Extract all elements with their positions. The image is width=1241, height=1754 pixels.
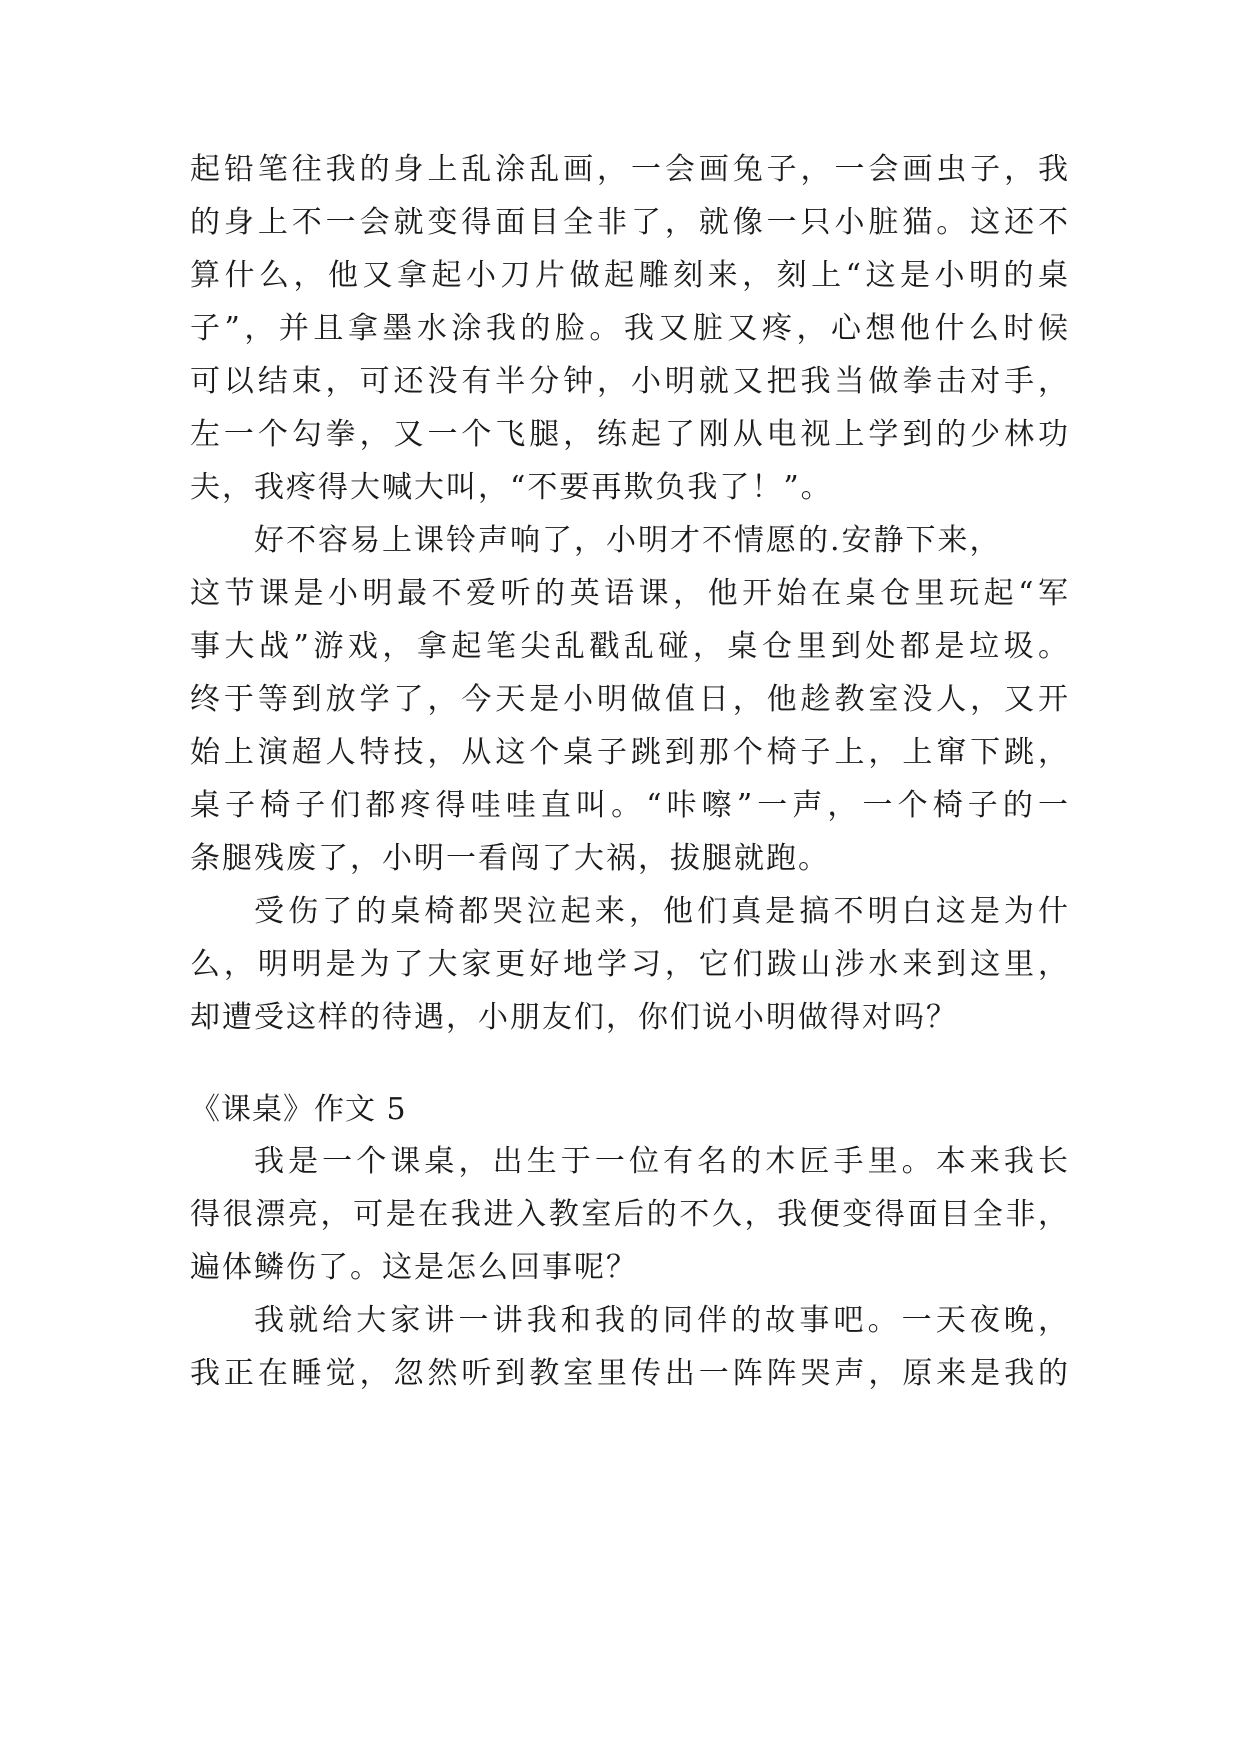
text-line: 始上演超人特技，从这个桌子跳到那个椅子上，上窜下跳，: [190, 735, 1070, 770]
text-line: 终于等到放学了，今天是小明做值日，他趁教室没人，又开: [190, 682, 1070, 717]
text-line: 起铅笔往我的身上乱涂乱画，一会画兔子，一会画虫子，我: [190, 152, 1070, 187]
text-line: 我就给大家讲一讲我和我的同伴的故事吧。一天夜晚，: [254, 1303, 1070, 1338]
text-line: 的身上不一会就变得面目全非了，就像一只小脏猫。这还不: [190, 205, 1070, 240]
text-line: 算什么，他又拿起小刀片做起雕刻来，刻上“这是小明的桌: [190, 258, 1070, 293]
text-line: 我是一个课桌，出生于一位有名的木匠手里。本来我长: [254, 1144, 1070, 1179]
text-line: 条腿残废了，小明一看闯了大祸，拔腿就跑。: [190, 841, 830, 876]
text-line: 好不容易上课铃声响了，小明才不情愿的.安静下来，: [254, 523, 1002, 558]
text-line: 么，明明是为了大家更好地学习，它们跋山涉水来到这里，: [190, 947, 1070, 982]
text-line: 却遭受这样的待遇，小朋友们，你们说小明做得对吗？: [190, 1000, 958, 1035]
text-line: 子”，并且拿墨水涂我的脸。我又脏又疼，心想他什么时候: [190, 311, 1070, 346]
text-line: 这节课是小明最不爱听的英语课，他开始在桌仓里玩起“军: [190, 576, 1070, 611]
text-line: 桌子椅子们都疼得哇哇直叫。“咔嚓”一声，一个椅子的一: [190, 788, 1070, 823]
text-line: 事大战”游戏，拿起笔尖乱戳乱碰，桌仓里到处都是垃圾。: [190, 629, 1070, 664]
section-heading: 《课桌》作文 5: [190, 1092, 407, 1127]
text-line: 我正在睡觉，忽然听到教室里传出一阵阵哭声，原来是我的: [190, 1356, 1070, 1391]
text-line: 得很漂亮，可是在我进入教室后的不久，我便变得面目全非，: [190, 1197, 1070, 1232]
text-line: 左一个勾拳，又一个飞腿，练起了刚从电视上学到的少林功: [190, 417, 1070, 452]
text-line: 遍体鳞伤了。这是怎么回事呢？: [190, 1250, 638, 1285]
text-line: 受伤了的桌椅都哭泣起来，他们真是搞不明白这是为什: [254, 894, 1070, 929]
text-line: 夫，我疼得大喊大叫，“不要再欺负我了！”。: [190, 470, 833, 505]
text-line: 可以结束，可还没有半分钟，小明就又把我当做拳击对手，: [190, 364, 1070, 399]
